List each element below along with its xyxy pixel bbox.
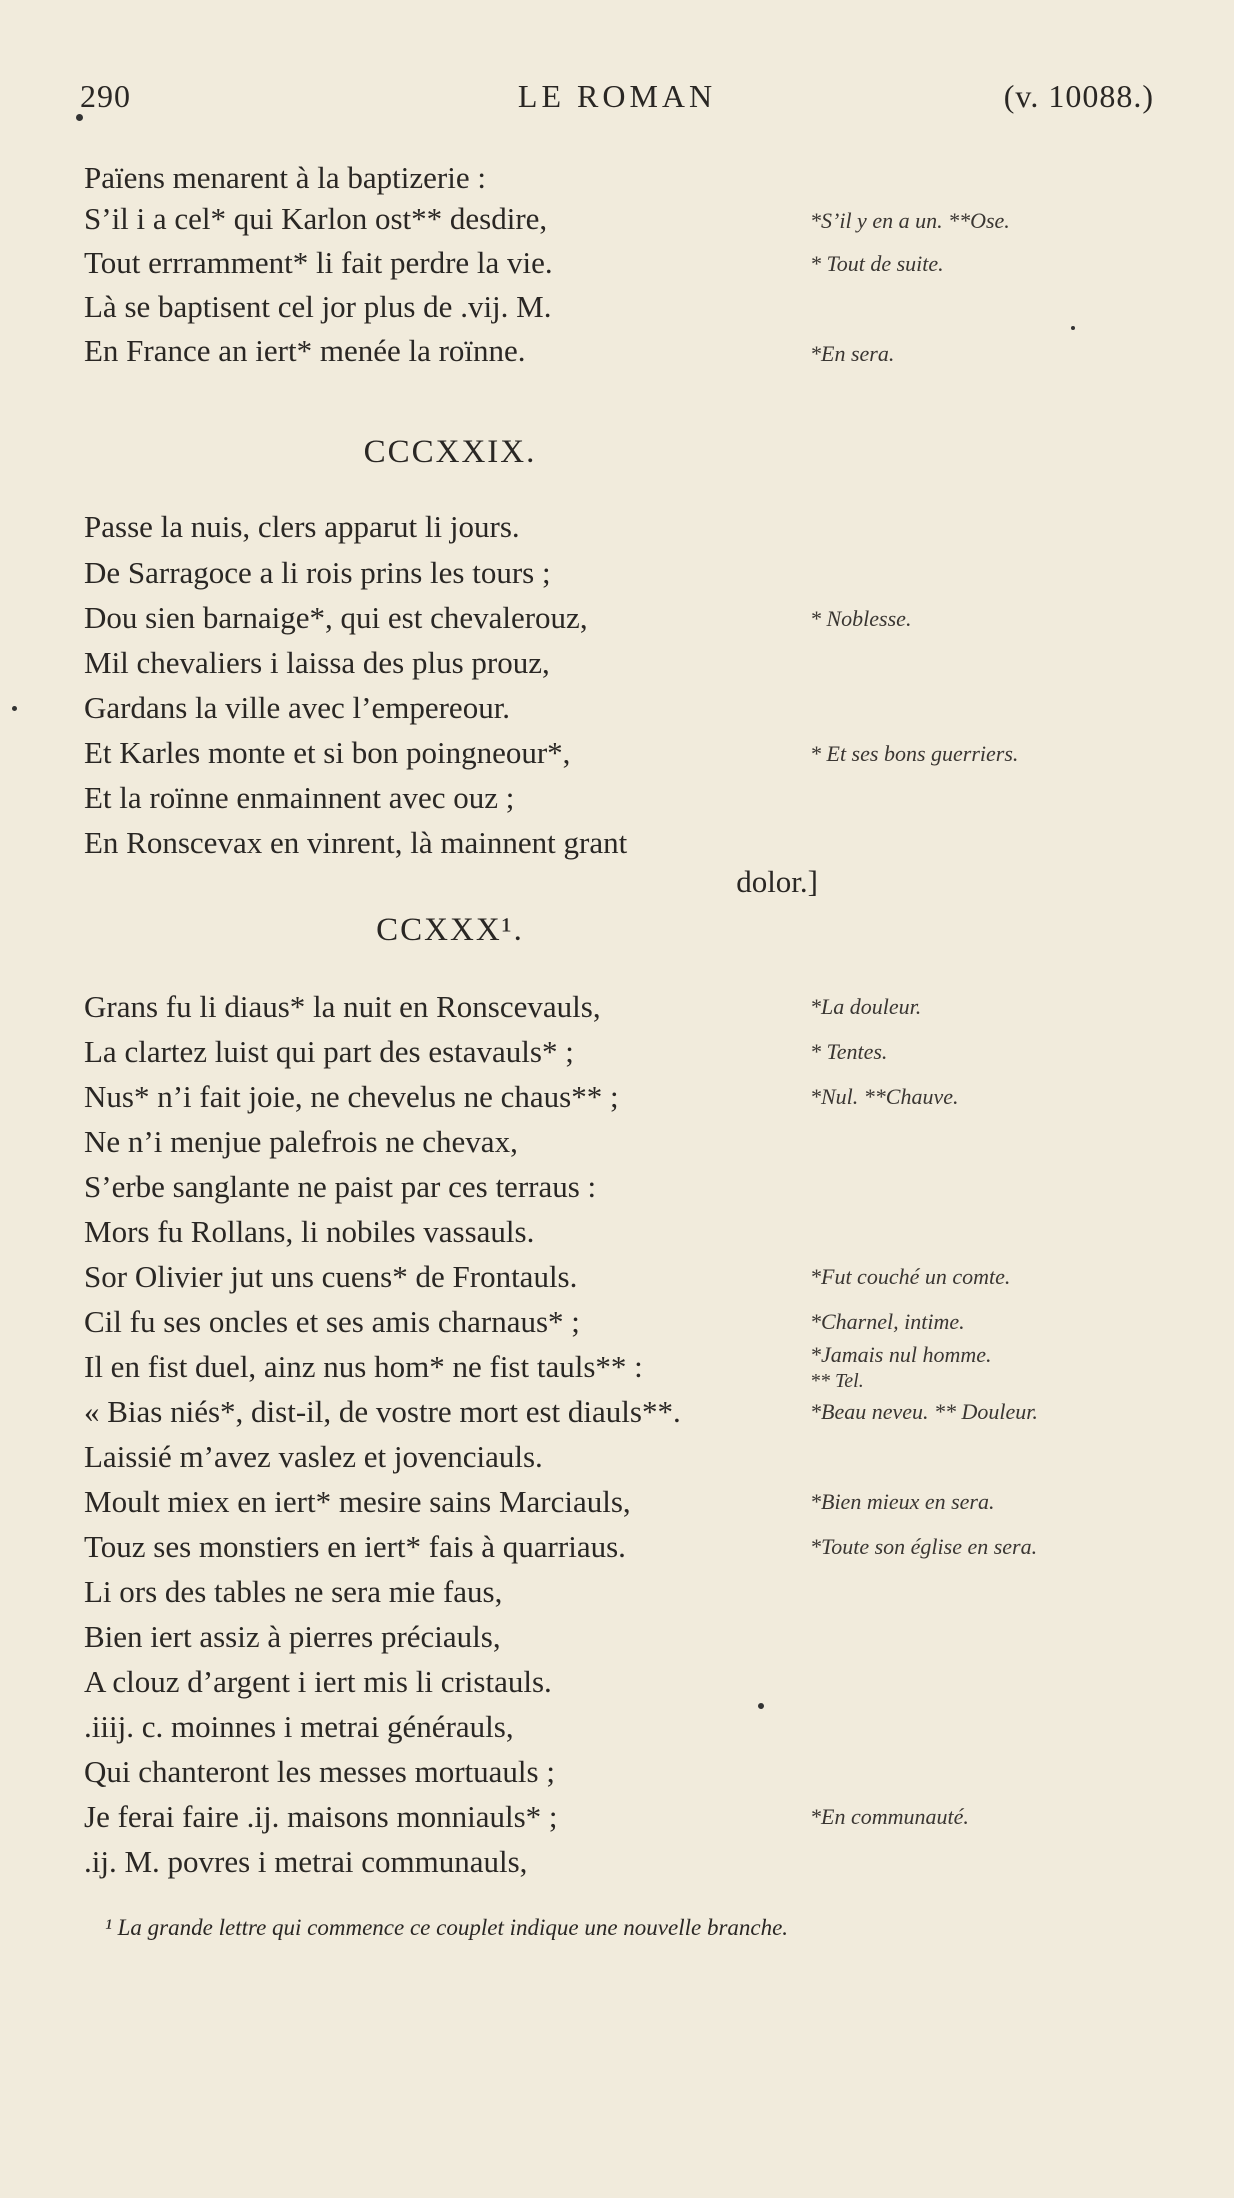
verse-line: Et Karles monte et si bon poingneour*,	[84, 735, 571, 770]
verse-line: S’erbe sanglante ne paist par ces terraus :	[84, 1169, 597, 1204]
verse-line: Il en fist duel, ainz nus hom* ne fist tauls** :	[84, 1349, 643, 1384]
margin-note: *La douleur.	[810, 994, 922, 1019]
margin-note: *Toute son église en sera.	[810, 1534, 1038, 1559]
running-title: LE ROMAN	[517, 78, 717, 114]
verse-line: .iiij. c. moinnes i metrai générauls,	[84, 1709, 514, 1744]
verse-line: Sor Olivier jut uns cuens* de Frontauls.	[84, 1259, 578, 1294]
verse-line: Passe la nuis, clers apparut li jours.	[84, 509, 520, 544]
page-number: 290	[80, 78, 131, 114]
verse-line: Touz ses monstiers en iert* fais à quarriaus.	[84, 1529, 626, 1564]
verse-line: Cil fu ses oncles et ses amis charnaus* ;	[84, 1304, 580, 1339]
verse-line: En Ronscevax en vinrent, là mainnent grant	[84, 825, 628, 860]
margin-note: * Noblesse.	[810, 606, 912, 631]
verse-line: Gardans la ville avec l’empereour.	[84, 690, 511, 725]
verse-line: Païens menarent à la baptizerie :	[84, 160, 486, 195]
verse-line: La clartez luist qui part des estavauls* ;	[84, 1034, 574, 1069]
section-heading: CCXXX¹.	[376, 912, 524, 948]
verse-line: Et la roïnne enmainnent avec ouz ;	[84, 780, 515, 815]
verse-line: En France an iert* menée la roïnne.	[84, 333, 526, 368]
margin-note: * Tentes.	[810, 1039, 888, 1064]
verse-line: A clouz d’argent i iert mis li cristauls.	[84, 1664, 552, 1699]
verse-line: Ne n’i menjue palefrois ne chevax,	[84, 1124, 518, 1159]
verse-line: Nus* n’i fait joie, ne chevelus ne chaus** ;	[84, 1079, 619, 1114]
margin-note: *Charnel, intime.	[810, 1309, 965, 1334]
print-speck	[76, 114, 83, 121]
verse-line: Bien iert assiz à pierres préciauls,	[84, 1619, 501, 1654]
verse-line: Moult miex en iert* mesire sains Marciauls,	[84, 1484, 631, 1519]
margin-note: *Nul. **Chauve.	[810, 1084, 959, 1109]
margin-note: * Tout de suite.	[810, 251, 944, 276]
verse-line: De Sarragoce a li rois prins les tours ;	[84, 555, 551, 590]
verse-line: Je ferai faire .ij. maisons monniauls* ;	[84, 1799, 558, 1834]
print-speck	[758, 1703, 764, 1709]
margin-note: *Beau neveu. ** Douleur.	[810, 1399, 1038, 1424]
verse-line: .ij. M. povres i metrai communauls,	[84, 1844, 528, 1879]
print-speck	[12, 706, 17, 711]
margin-note: ** Tel.	[810, 1370, 864, 1392]
margin-note: *Bien mieux en sera.	[810, 1489, 995, 1514]
margin-note: *En sera.	[810, 341, 895, 366]
verse-line: Là se baptisent cel jor plus de .vij. M.	[84, 289, 552, 324]
verse-line: Mil chevaliers i laissa des plus prouz,	[84, 645, 550, 680]
margin-note: *Fut couché un comte.	[810, 1264, 1011, 1289]
margin-note: *S’il y en a un. **Ose.	[810, 208, 1010, 233]
verse-line: S’il i a cel* qui Karlon ost** desdire,	[84, 201, 548, 236]
verse-line: Mors fu Rollans, li nobiles vassauls.	[84, 1214, 535, 1249]
margin-note: * Et ses bons guerriers.	[810, 741, 1019, 766]
verse-line: Grans fu li diaus* la nuit en Ronscevauls,	[84, 989, 601, 1024]
page-header	[80, 78, 1154, 128]
verse-line: Laissié m’avez vaslez et jovenciauls.	[84, 1439, 543, 1474]
print-speck	[1071, 326, 1075, 330]
section-heading: CCCXXIX.	[363, 434, 537, 470]
verse-line: Li ors des tables ne sera mie faus,	[84, 1574, 503, 1609]
verse-line: Qui chanteront les messes mortuauls ;	[84, 1754, 555, 1789]
verse-line: « Bias niés*, dist-il, de vostre mort est diauls**.	[84, 1394, 681, 1429]
verse-reference: (v. 10088.)	[1003, 78, 1154, 114]
margin-note: *En communauté.	[810, 1804, 969, 1829]
verse-continuation: dolor.]	[736, 864, 818, 899]
verse-line: Dou sien barnaige*, qui est chevalerouz,	[84, 600, 588, 635]
footnote: ¹ La grande lettre qui commence ce couplet indique une nouvelle branche.	[105, 1915, 789, 1940]
margin-note: *Jamais nul homme.	[810, 1342, 992, 1367]
verse-line: Tout errramment* li fait perdre la vie.	[84, 245, 553, 280]
